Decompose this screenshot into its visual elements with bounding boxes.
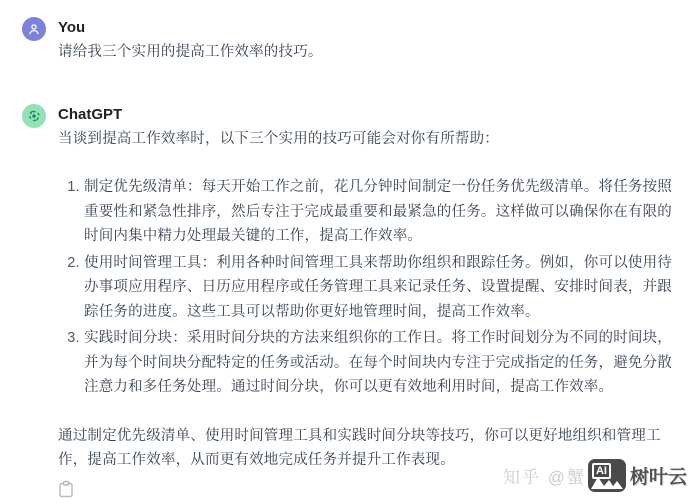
assistant-sender-name: ChatGPT: [58, 105, 123, 123]
tip-item-2: 2. 使用时间管理工具：利用各种时间管理工具来帮助你组织和跟踪任务。例如，你可以使用待办事项应用程序、日历应用程序或任务管理工具来记录任务、设置提醒、安排时间表，并跟踪任务的进度。这些工具可以帮助你更好地管理时间，提高工作效率。: [84, 251, 673, 325]
watermark: [503, 459, 687, 492]
watermark-ghost-text: 知乎 @蟹: [503, 468, 586, 487]
assistant-conclusion: 通过制定优先级清单、使用时间管理工具和实践时间分块等技巧，你可以更好地组织和管理工作，提高工作效率，从而更有效地完成任务并提升工作表现。: [58, 427, 661, 468]
user-sender-name: You: [58, 19, 86, 36]
tip-item-3: 3. 实践时间分块：采用时间分块的方法来组织你的工作日。将工作时间划分为不同的时间块，并为每个时间块分配特定的任务或活动。在每个时间块内专注于完成指定的任务，避免分散注意力和多任务处理。通过时间分块，你可以更有效地利用时间，提高工作效率。: [84, 326, 673, 400]
user-avatar: [22, 17, 46, 41]
tip-item-1: 1. 制定优先级清单：每天开始工作之前，花几分钟时间制定一份任务优先级清单。将任务按照重要性和紧急性排序，然后专注于完成最重要和最紧急的任务。这样做可以确保你在有限的时间内集中精力处理最关键的工作，提高工作效率。: [84, 175, 673, 249]
copy-icon[interactable]: [58, 480, 74, 498]
brand-logo-icon: [588, 459, 626, 492]
assistant-intro: 当谈到提高工作效率时，以下三个实用的技巧可能会对你有所帮助：: [58, 130, 499, 147]
person-icon: [27, 22, 41, 36]
user-message-text: 请给我三个实用的提高工作效率的技巧。: [58, 44, 323, 60]
watermark-brand-text: 树叶云: [629, 467, 687, 488]
ai-logo-label: AI: [592, 463, 611, 479]
tips-list: [58, 175, 673, 400]
assistant-message: [22, 103, 673, 500]
user-message: [22, 16, 673, 65]
openai-logo-icon: [26, 108, 42, 124]
assistant-avatar: [22, 104, 46, 128]
